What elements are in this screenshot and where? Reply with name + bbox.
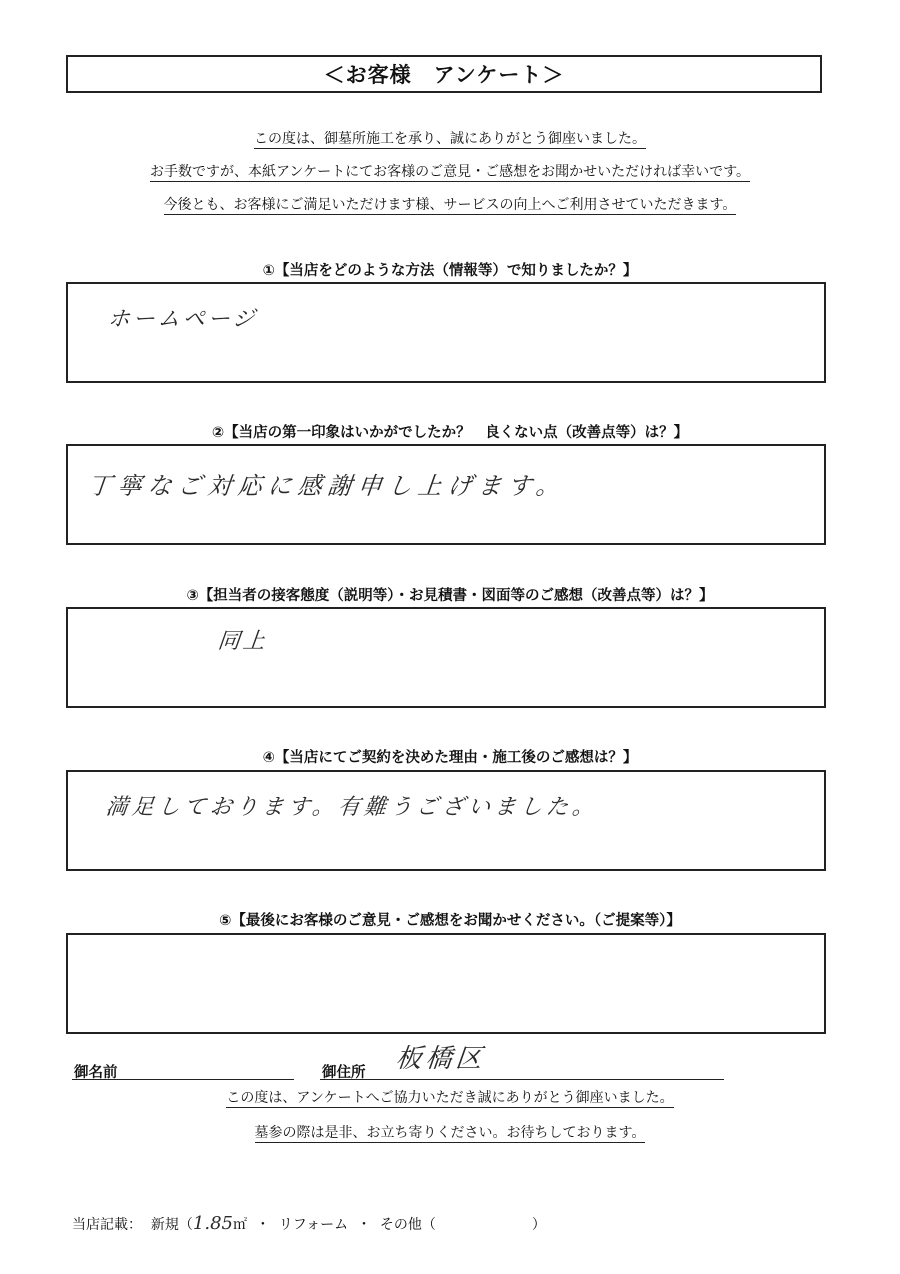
footer-line-2 bbox=[0, 1122, 900, 1142]
question-4-label: ④【当店にてご契約を決めた理由・施工後のご感想は？】 bbox=[262, 750, 638, 766]
address-value: 板橋区 bbox=[394, 1044, 488, 1074]
record-separator-2: ・ bbox=[357, 1217, 372, 1233]
survey-title: ＜お客様 アンケート＞ bbox=[66, 55, 822, 93]
footer-text-2: 墓参の際は是非、お立ち寄りください。お待ちしております。 bbox=[254, 1125, 646, 1141]
record-open-paren: （ bbox=[178, 1217, 193, 1233]
record-reform: リフォーム bbox=[278, 1217, 349, 1233]
address-line bbox=[320, 1079, 724, 1080]
name-label: 御名前 bbox=[74, 1065, 118, 1081]
answer-2-text: 丁寧なご対応に感謝申し上げます。 bbox=[86, 472, 568, 500]
question-3-label: ③【担当者の接客態度（説明等）・お見積書・図面等のご感想（改善点等）は？】 bbox=[186, 588, 714, 604]
record-area-value: 1.85 bbox=[192, 1213, 233, 1234]
answer-4-text: 満足しております。有難うございました。 bbox=[104, 795, 600, 820]
intro-text-3: 今後とも、お客様にご満足いただけます様、サービスの向上へご利用させていただきます。 bbox=[163, 197, 737, 213]
intro-line-1 bbox=[0, 128, 900, 148]
answer-box-2[interactable] bbox=[66, 444, 826, 545]
record-label: 当店記載： bbox=[72, 1217, 142, 1233]
answer-box-5[interactable] bbox=[66, 933, 826, 1034]
answer-box-3[interactable] bbox=[66, 607, 826, 708]
address-label: 御住所 bbox=[322, 1065, 366, 1081]
record-close-paren: ） bbox=[531, 1217, 546, 1233]
name-line bbox=[72, 1079, 294, 1080]
footer-line-1 bbox=[0, 1087, 900, 1107]
intro-line-3 bbox=[0, 194, 900, 214]
answer-3-text: 同上 bbox=[216, 629, 270, 654]
intro-text-2: お手数ですが、本紙アンケートにてお客様のご意見・ご感想をお聞かせいただければ幸いです。 bbox=[149, 164, 751, 180]
record-separator-1: ・ bbox=[255, 1217, 270, 1233]
record-other: その他（ bbox=[379, 1217, 436, 1233]
store-record bbox=[72, 1213, 546, 1234]
answer-box-4[interactable] bbox=[66, 770, 826, 871]
record-new-label: 新規 bbox=[150, 1217, 179, 1233]
question-2-label: ②【当店の第一印象はいかがでしたか？ 良くない点（改善点等）は？】 bbox=[211, 425, 689, 441]
answer-box-1[interactable] bbox=[66, 282, 826, 383]
record-unit: ㎡ bbox=[232, 1217, 247, 1233]
answer-1-text: ホームページ bbox=[106, 307, 259, 332]
question-5-label: ⑤【最後にお客様のご意見・ご感想をお聞かせください。（ご提案等）】 bbox=[219, 913, 681, 929]
footer-text-1: この度は、アンケートへご協力いただき誠にありがとう御座いました。 bbox=[226, 1090, 674, 1106]
intro-line-2 bbox=[0, 161, 900, 181]
question-1-label: ①【当店をどのような方法（情報等）で知りましたか？】 bbox=[262, 263, 638, 279]
intro-text-1: この度は、御墓所施工を承り、誠にありがとう御座いました。 bbox=[254, 131, 646, 147]
